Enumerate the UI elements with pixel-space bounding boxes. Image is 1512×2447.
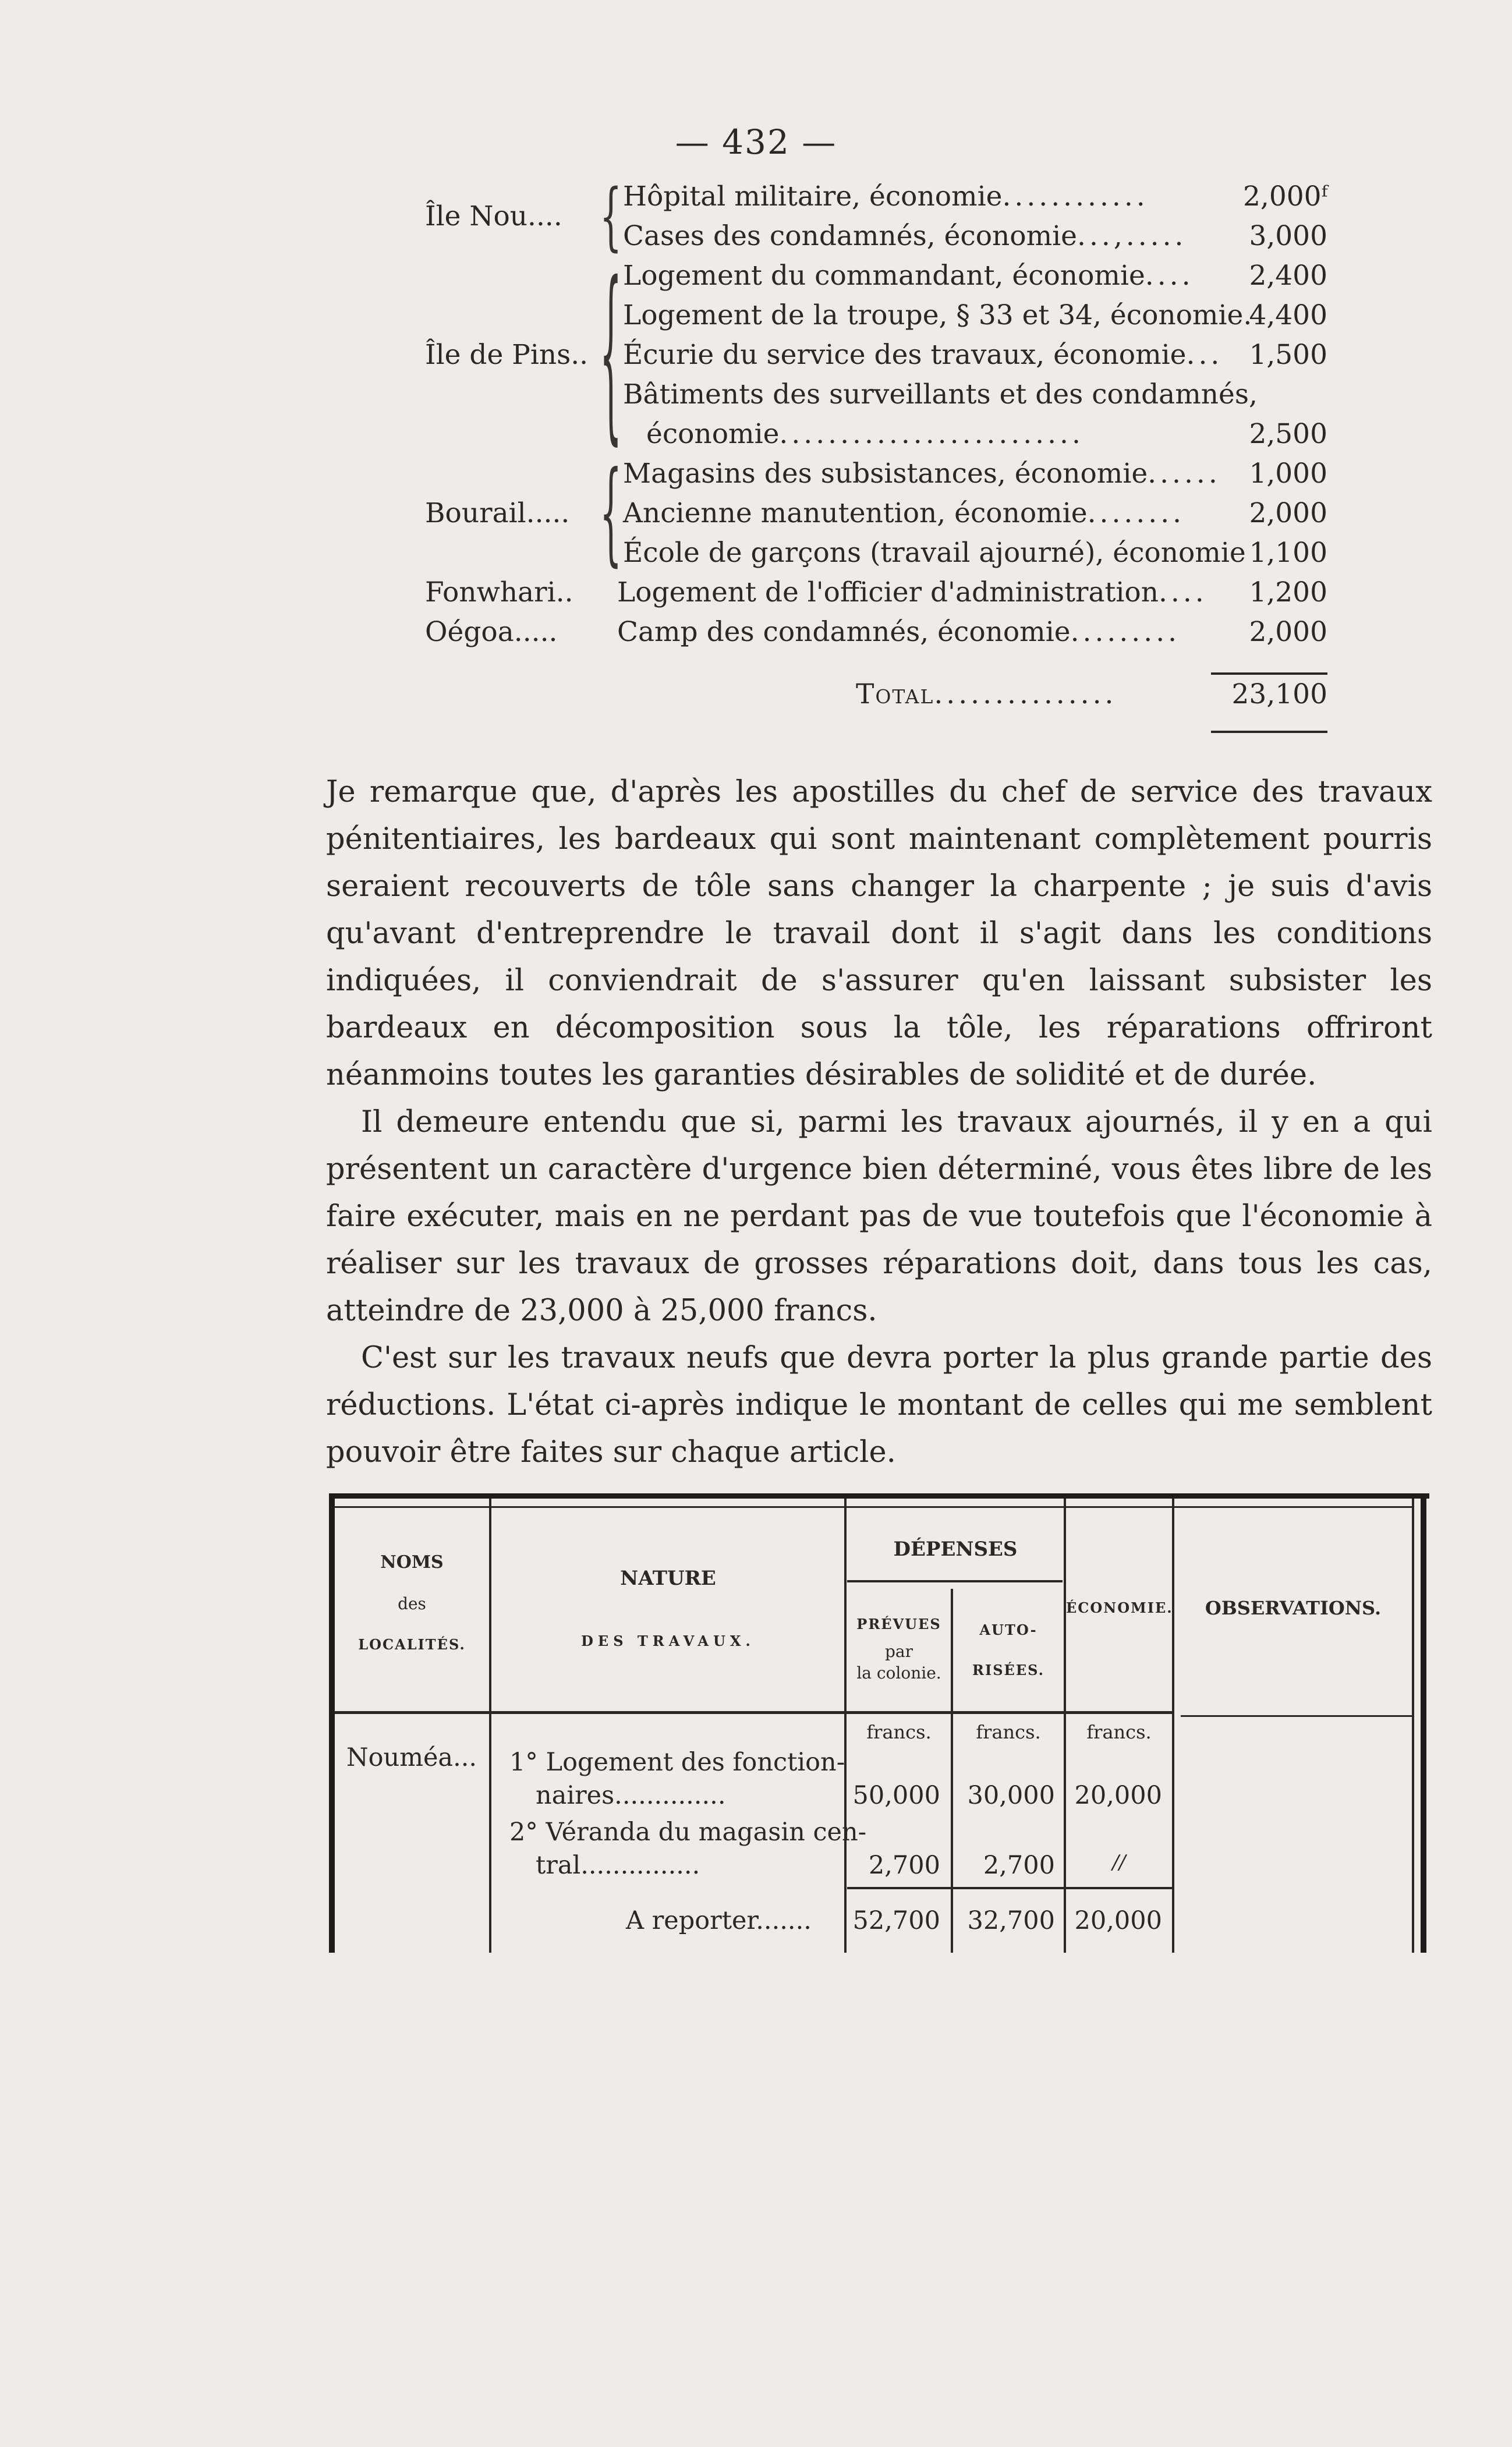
prevues-cell: 2,700	[868, 1851, 940, 1880]
brace-icon: {	[600, 244, 622, 464]
item-desc: Bâtiments des surveillants et des condamnés,	[623, 378, 1258, 410]
item-amount: 1,200	[1249, 576, 1327, 608]
list-row	[425, 299, 1327, 339]
total-amount: 23,100	[1231, 678, 1327, 710]
report-rule	[847, 1887, 1173, 1889]
header-economie: ÉCONOMIE.	[1066, 1599, 1173, 1616]
header-prevues: PRÉVUES par la colonie.	[856, 1616, 941, 1683]
item-amount: 2,400	[1249, 260, 1327, 292]
paragraph: Il demeure entendu que si, parmi les travaux ajournés, il y en a qui présentent un caractère d'urgence bien déterminé, vous êtes libre de les faire exécuter, mais en ne perdant pas de vue toutefois que l'économie à réaliser sur les travaux de grosses réparations doit, dans tous les cas, atteindre de 23,000 à 25,000 francs.	[326, 1105, 1432, 1328]
depenses-rule	[847, 1580, 1063, 1582]
economie-cell: 20,000	[1074, 1906, 1162, 1935]
unit-label: francs.	[1086, 1721, 1152, 1743]
location-label: Île de Pins..	[425, 339, 589, 371]
list-row	[425, 378, 1327, 418]
paragraph: Je remarque que, d'après les apostilles du chef de service des travaux pénitentiaires, les bardeaux qui sont maintenant complètement pourris seraient recouverts de tôle sans changer la charpente ; je suis d'avis qu'avant d'entreprendre le travail dont il s'agit dans les conditions indiquées, il conviendrait de s'assurer qu'en laissant subsister les bardeaux en décomposition sous la tôle, les réparations offriront néanmoins toutes les garanties désirables de solidité et de durée.	[326, 775, 1432, 1092]
item-amount: 1,000	[1249, 458, 1327, 490]
item-amount: 4,400	[1249, 299, 1327, 331]
depenses-table	[329, 1493, 1429, 1953]
brace-icon: {	[600, 174, 622, 260]
header-noms: NOMS des LOCALITÉS.	[358, 1552, 466, 1653]
paragraph: C'est sur les travaux neufs que devra porter la plus grande partie des réductions. L'état ci-après indique le montant de celles qui me semblent pouvoir être faites sur chaque article.	[326, 1341, 1432, 1469]
report-label: A reporter.......	[626, 1906, 812, 1935]
prevues-cell: 52,700	[852, 1906, 940, 1935]
page-number: — 432 —	[675, 122, 837, 162]
item-amount: 2,000	[1249, 616, 1327, 648]
list-row	[425, 220, 1327, 260]
unit-label: francs.	[866, 1721, 932, 1743]
column-rule	[1412, 1499, 1414, 1953]
column-rule	[844, 1499, 847, 1953]
nature-cell: naires..............	[536, 1781, 726, 1810]
header-bottom-rule	[1181, 1715, 1414, 1717]
body-text	[326, 769, 1432, 1476]
location-label: Oégoa.....	[425, 616, 558, 648]
item-amount: 2,500	[1249, 418, 1327, 450]
item-desc: Ancienne manutention, économie........	[623, 497, 1185, 529]
item-desc: Logement du commandant, économie....	[623, 260, 1194, 292]
item-amount: 2,000	[1249, 497, 1327, 529]
brace-icon: {	[600, 448, 622, 579]
autorisees-cell: 32,700	[967, 1906, 1055, 1935]
item-amount: 3,000	[1249, 220, 1327, 252]
item-amount: 1,100	[1249, 537, 1327, 569]
location-label: Bourail.....	[425, 497, 570, 529]
item-desc: économie.........................	[646, 418, 1084, 450]
header-autorisees: AUTO- RISÉES.	[972, 1621, 1044, 1679]
nature-cell: tral...............	[536, 1851, 700, 1880]
item-desc: Logement de la troupe, § 33 et 34, économie.	[623, 299, 1252, 331]
nature-cell: 2° Véranda du magasin cen-	[509, 1818, 867, 1847]
list-row	[425, 339, 1327, 378]
item-desc: Camp des condamnés, économie.........	[617, 616, 1181, 648]
column-rule	[489, 1499, 491, 1953]
header-depenses: DÉPENSES	[893, 1538, 1018, 1561]
location-cell: Nouméa...	[346, 1743, 477, 1772]
autorisees-cell: 30,000	[967, 1781, 1055, 1810]
autorisees-cell: 2,700	[983, 1851, 1055, 1880]
item-desc: École de garçons (travail ajourné), économie	[623, 537, 1246, 569]
location-label: Fonwhari..	[425, 576, 573, 608]
list-row	[425, 576, 1327, 616]
header-observations: OBSERVATIONS.	[1205, 1597, 1382, 1619]
header-nature: NATURE DES TRAVAUX.	[581, 1567, 755, 1650]
table-border	[329, 1499, 335, 1953]
item-desc: Hôpital militaire, économie............	[623, 180, 1149, 213]
item-desc: Logement de l'officier d'administration....	[617, 576, 1208, 608]
economie-cell: 20,000	[1074, 1781, 1162, 1810]
total-rule	[1211, 672, 1327, 675]
unit-label: francs.	[976, 1721, 1041, 1743]
table-border	[1421, 1499, 1426, 1953]
item-desc: Magasins des subsistances, économie......	[623, 458, 1221, 490]
prevues-cell: 50,000	[852, 1781, 940, 1810]
header-rule	[335, 1506, 1412, 1508]
total-row	[425, 678, 1327, 725]
list-row	[425, 616, 1327, 656]
total-label: Total...............	[856, 678, 1117, 710]
item-amount: 1,500	[1249, 339, 1327, 371]
total-rule	[1211, 731, 1327, 733]
nature-cell: 1° Logement des fonction-	[509, 1748, 845, 1777]
item-amount: 2,000ᶠ	[1243, 180, 1327, 213]
column-rule	[1172, 1499, 1174, 1953]
item-desc: Écurie du service des travaux, économie...	[623, 339, 1223, 371]
item-desc: Cases des condamnés, économie...,.....	[623, 220, 1187, 252]
list-row	[425, 497, 1327, 537]
list-row	[425, 537, 1327, 576]
location-label: Île Nou....	[425, 200, 562, 232]
header-bottom-rule	[335, 1711, 1173, 1714]
economie-cell: //	[1112, 1851, 1126, 1874]
list-row	[425, 418, 1327, 458]
